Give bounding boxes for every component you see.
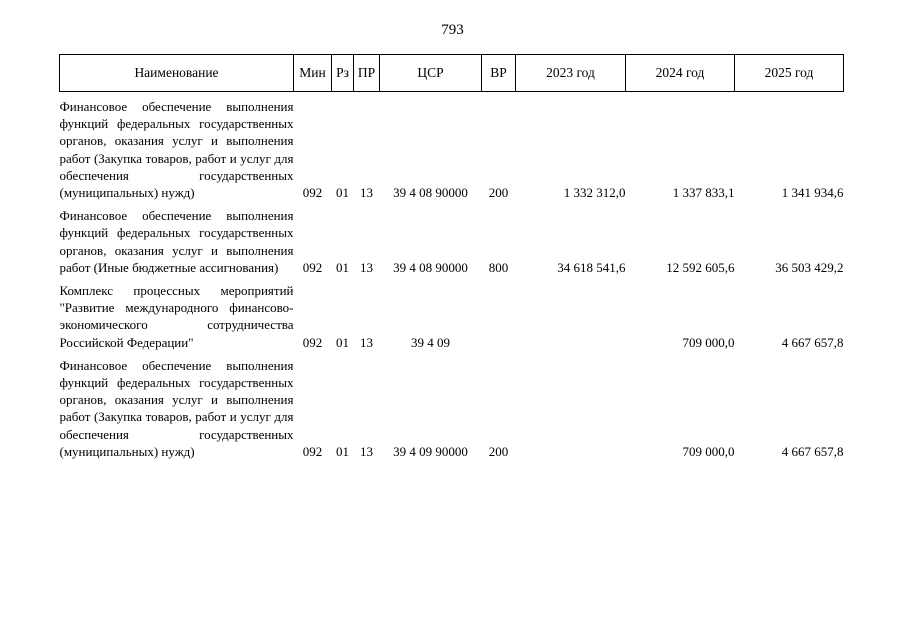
row-2024: 709 000,0: [682, 443, 735, 459]
row-name: Финансовое обеспечение выполнения функций федеральных государственных органов, оказания услуг и выполнения работ (Закупка товаров, работ и услуг для обеспечения государственных (муниципальных) нужд): [59, 357, 294, 459]
row-2025: 1 341 934,6: [781, 185, 844, 201]
header-csr: ЦСР: [380, 55, 482, 92]
table-row: [60, 92, 844, 202]
row-min: 092: [302, 334, 323, 350]
row-2024: 12 592 605,6: [666, 259, 735, 275]
row-name: Комплекс процессных мероприятий "Развитие международного финансово-экономического сотрудничества Российской Федерации": [59, 283, 294, 350]
row-pr: 13: [360, 443, 373, 459]
header-2023: 2023 год: [516, 55, 626, 92]
row-pr: 13: [360, 334, 373, 350]
table-row: [60, 276, 844, 351]
row-2023: 1 332 312,0: [563, 185, 626, 201]
row-2023: [516, 276, 626, 351]
row-2023: [516, 351, 626, 460]
row-rz: 01: [336, 334, 349, 350]
row-pr: 13: [360, 185, 373, 201]
header-min: Мин: [294, 55, 332, 92]
row-vr: 200: [488, 443, 509, 459]
row-csr: 39 4 08 90000: [393, 259, 468, 275]
table-header-row: [60, 55, 844, 92]
row-2025: 36 503 429,2: [775, 259, 844, 275]
header-2024: 2024 год: [626, 55, 735, 92]
header-pr: ПР: [354, 55, 380, 92]
row-csr: 39 4 08 90000: [393, 185, 468, 201]
header-name: Наименование: [60, 55, 294, 92]
row-min: 092: [302, 185, 323, 201]
header-rz: Рз: [332, 55, 354, 92]
header-vr: ВР: [482, 55, 516, 92]
row-2025: 4 667 657,8: [781, 334, 844, 350]
row-pr: 13: [360, 259, 373, 275]
row-min: 092: [302, 259, 323, 275]
row-rz: 01: [336, 185, 349, 201]
row-rz: 01: [336, 443, 349, 459]
row-vr: 200: [488, 185, 509, 201]
header-2025: 2025 год: [735, 55, 844, 92]
row-min: 092: [302, 443, 323, 459]
row-2024: 1 337 833,1: [672, 185, 735, 201]
row-vr: [482, 276, 516, 351]
row-name: Финансовое обеспечение выполнения функций федеральных государственных органов, оказания услуг и выполнения работ (Закупка товаров, работ и услуг для обеспечения государственных (муниципальных) нужд): [59, 99, 294, 201]
row-name: Финансовое обеспечение выполнения функций федеральных государственных органов, оказания услуг и выполнения работ (Иные бюджетные ассигнования): [59, 208, 294, 275]
row-csr: 39 4 09: [411, 334, 450, 350]
row-vr: 800: [488, 259, 509, 275]
budget-table: [59, 54, 844, 460]
row-2024: 709 000,0: [682, 334, 735, 350]
row-rz: 01: [336, 259, 349, 275]
page-number: 793: [441, 22, 464, 38]
row-csr: 39 4 09 90000: [393, 443, 468, 459]
row-2023: 34 618 541,6: [557, 259, 626, 275]
table-row: [60, 201, 844, 276]
table-row: [60, 351, 844, 460]
row-2025: 4 667 657,8: [781, 443, 844, 459]
